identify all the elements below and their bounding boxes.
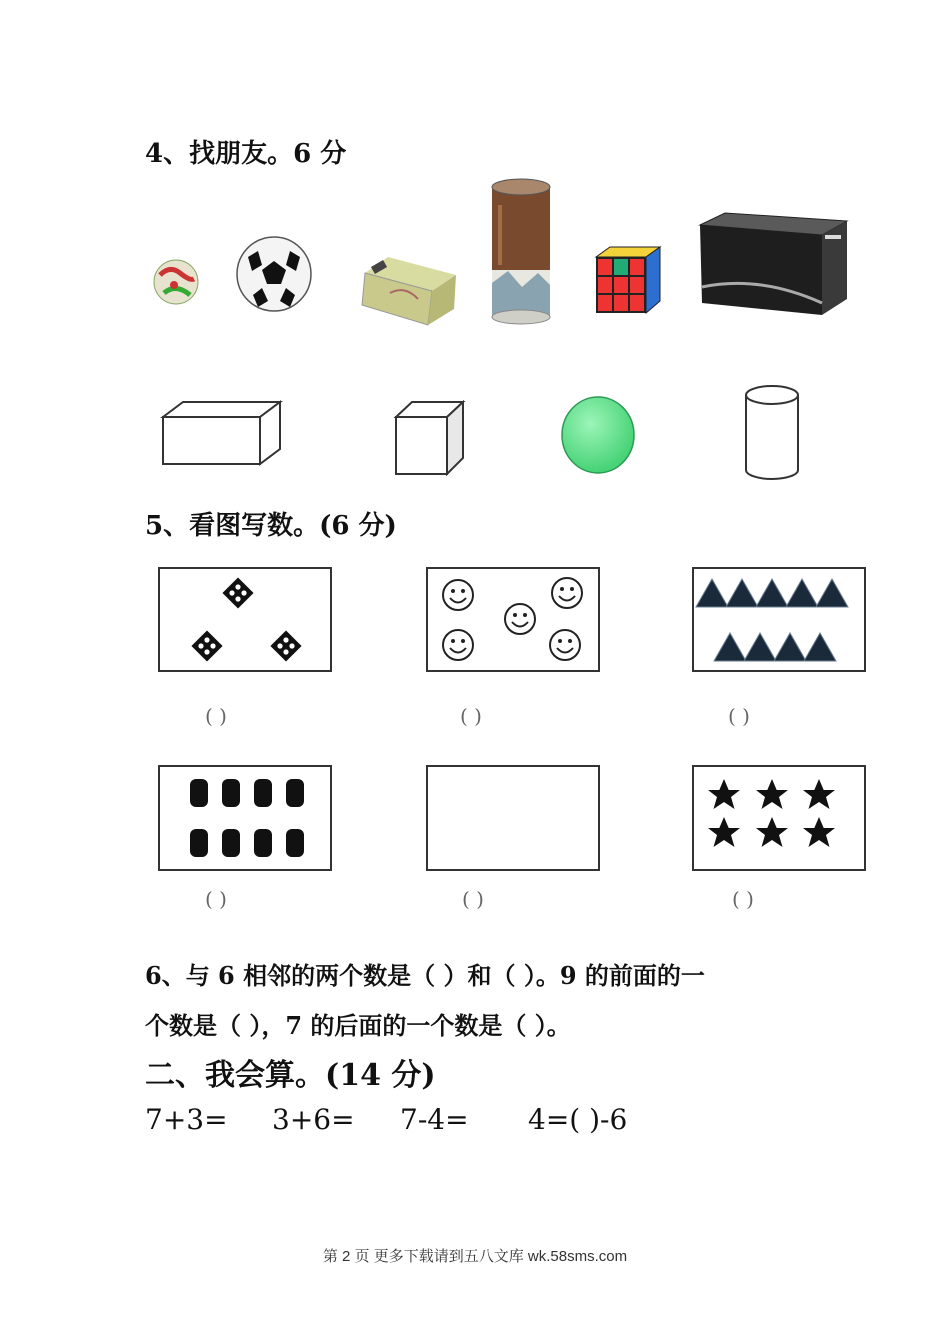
tea-box-image [362,257,456,325]
sphere-shape [562,397,634,473]
smiley-symbol [552,578,582,608]
smiley-symbol [443,580,473,610]
dice-symbol [270,630,301,661]
count-box-dice [158,567,332,672]
answer-blank-2[interactable]: ( ) [460,704,482,728]
cube-shape [396,402,463,474]
small-ball-image [154,260,198,304]
dice-symbols [160,569,330,670]
count-box-empty [426,765,600,871]
answer-blank-4[interactable]: ( ) [205,887,227,911]
star-symbol [756,779,788,809]
answer-blank-5[interactable]: ( ) [462,887,484,911]
star-symbols [694,767,864,869]
triangle-symbol [804,633,836,661]
rounded-rect-symbol [286,829,304,857]
triangle-symbol [756,579,788,607]
page-footer: 第 2 页 更多下载请到五八文库 wk.58sms.com [322,1248,628,1265]
dice-symbol [191,630,222,661]
rounded-rect-symbol [254,829,272,857]
rounded-rect-symbol [190,829,208,857]
soccer-ball-image [237,237,311,311]
count-box-star [692,765,866,871]
smiley-symbol [443,630,473,660]
triangle-symbol [726,579,758,607]
rounded-rect-symbol [286,779,304,807]
rounded-rect-symbol [222,829,240,857]
triangle-symbol [774,633,806,661]
q5-title: 5、看图写数。(6 分) [145,511,397,541]
section2-title: 二、我会算。(14 分) [145,1058,436,1093]
q4-objects [150,175,860,335]
star-symbol [803,779,835,809]
star-symbol [708,817,740,847]
calc-problem: 4=( )-6 [528,1103,628,1136]
star-symbol [756,817,788,847]
star-symbol [708,779,740,809]
q6-line-1: 6、与 6 相邻的两个数是（ ）和（ ）。9 的前面的一 [145,961,705,990]
q6-line-2: 个数是（ ），7 的后面的一个数是（ ）。 [145,1011,571,1040]
calc-problem: 7-4= [400,1103,469,1136]
count-box-rounded-rect [158,765,332,871]
triangle-symbol [816,579,848,607]
calc-problem: 3+6= [272,1103,355,1136]
triangle-symbol [744,633,776,661]
triangle-symbol [696,579,728,607]
count-box-smiley [426,567,600,672]
rounded-rect-symbols [160,767,330,869]
smiley-symbols [428,569,598,670]
triangle-symbols [694,569,864,670]
rounded-rect-symbol [254,779,272,807]
q4-title: 4、找朋友。6 分 [145,139,347,169]
star-symbol [803,817,835,847]
answer-blank-6[interactable]: ( ) [732,887,754,911]
cylinder-shape [746,386,798,479]
tea-canister-image [492,179,550,324]
calc-problem: 7+3= [145,1103,228,1136]
triangle-symbol [714,633,746,661]
triangle-symbol [786,579,818,607]
answer-blank-1[interactable]: ( ) [205,704,227,728]
smiley-symbol [550,630,580,660]
answer-blank-3[interactable]: ( ) [728,704,750,728]
q4-shapes [150,380,850,490]
rounded-rect-symbol [222,779,240,807]
rubik-cube-image [596,247,660,313]
dice-symbol [222,577,253,608]
rounded-rect-symbol [190,779,208,807]
count-box-triangle [692,567,866,672]
cuboid-shape [163,402,280,464]
smiley-symbol [505,604,535,634]
shoe-box-image [700,213,847,315]
